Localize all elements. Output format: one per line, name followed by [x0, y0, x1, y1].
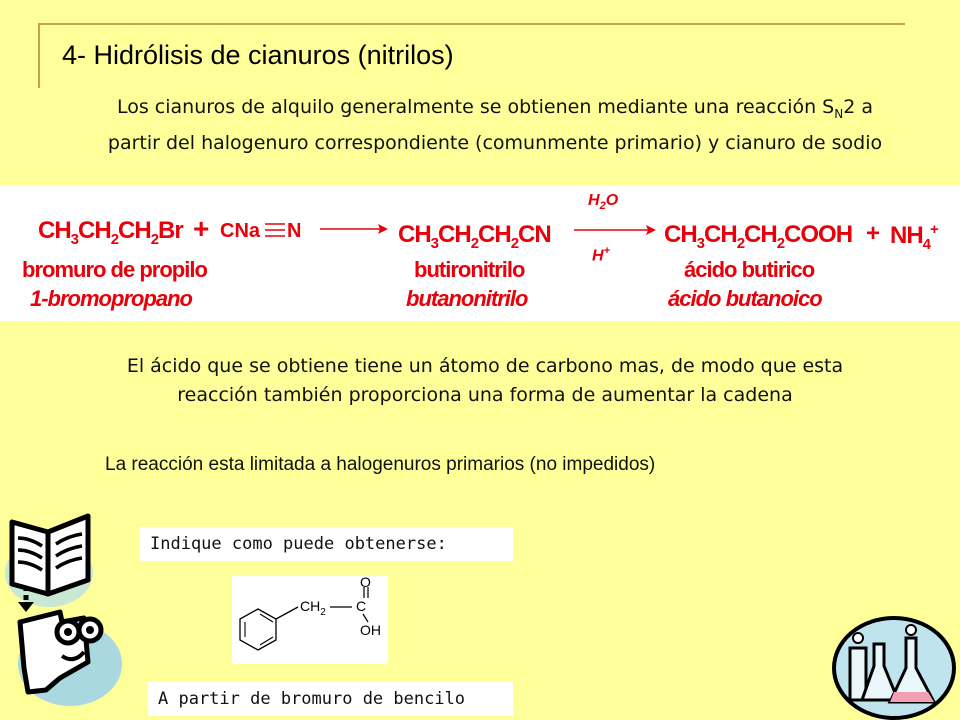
top-rule [40, 23, 905, 25]
reagent-cna: CNa [220, 220, 261, 242]
reaction-scheme [0, 185, 960, 321]
nitrile-formula: $CH_3CH_2CH_2CN$ [398, 221, 551, 252]
reactant-iupac-name: 1-bromopropano [30, 286, 192, 311]
note-extra-carbon: El ácido que se obtiene tiene un átomo de carbono mas, de modo que esta reacción también proporciona una forma de aumentar la cadena [126, 355, 844, 406]
ch2-label: $CH_2$ [300, 598, 326, 618]
intro-subscript: N [834, 106, 844, 121]
reaction-arrow-2 [572, 223, 658, 237]
note-limitation: La reacción esta limitada a halogenuros primarios (no impedidos) [105, 454, 656, 475]
reaction-arrow-1 [318, 222, 390, 236]
slide-title: 4- Hidrólisis de cianuros (nitrilos) [62, 40, 454, 70]
plus-sign: + [193, 213, 210, 244]
answer-box: A partir de bromuro de bencilo [148, 682, 513, 716]
nitrile-iupac-name: butanonitrilo [406, 286, 528, 311]
structure-box [232, 576, 388, 664]
reactant-common-name: bromuro de propilo [22, 257, 207, 282]
oxygen-label: O [360, 574, 371, 590]
carbonyl-carbon-label: C [356, 598, 367, 614]
left-rule [38, 23, 40, 88]
reagent-nitrogen: N [287, 220, 302, 242]
intro-text-1: Los cianuros de alquilo generalmente se obtienen mediante una reacción S [116, 96, 835, 118]
acid-iupac-name: ácido butanoico [668, 286, 822, 311]
plus-sign-2: + [866, 220, 880, 247]
question-box: Indique como puede obtenerse: [140, 527, 513, 561]
nitrile-common-name: butironitrilo [414, 257, 525, 282]
triple-bond-icon [264, 220, 286, 240]
intro-text-2: 2 a partir del halogenuro correspondiente (comunmente primario) y cianuro de sodio [107, 96, 883, 154]
hydroxyl-label: OH [360, 622, 381, 638]
ammonium-formula: $NH_4^+$ [890, 221, 938, 253]
condition-water: $H_2O$ [588, 192, 619, 213]
lab-glassware-icon [832, 614, 958, 720]
acid-common-name: ácido butirico [684, 257, 815, 282]
reactant-formula: $CH_3CH_2CH_2Br$ [38, 217, 183, 248]
acid-formula: $CH_3CH_2CH_2COOH$ [664, 221, 853, 252]
condition-acid: H+ [592, 245, 610, 265]
thinking-face-icon [6, 582, 124, 712]
intro-paragraph [90, 93, 900, 158]
